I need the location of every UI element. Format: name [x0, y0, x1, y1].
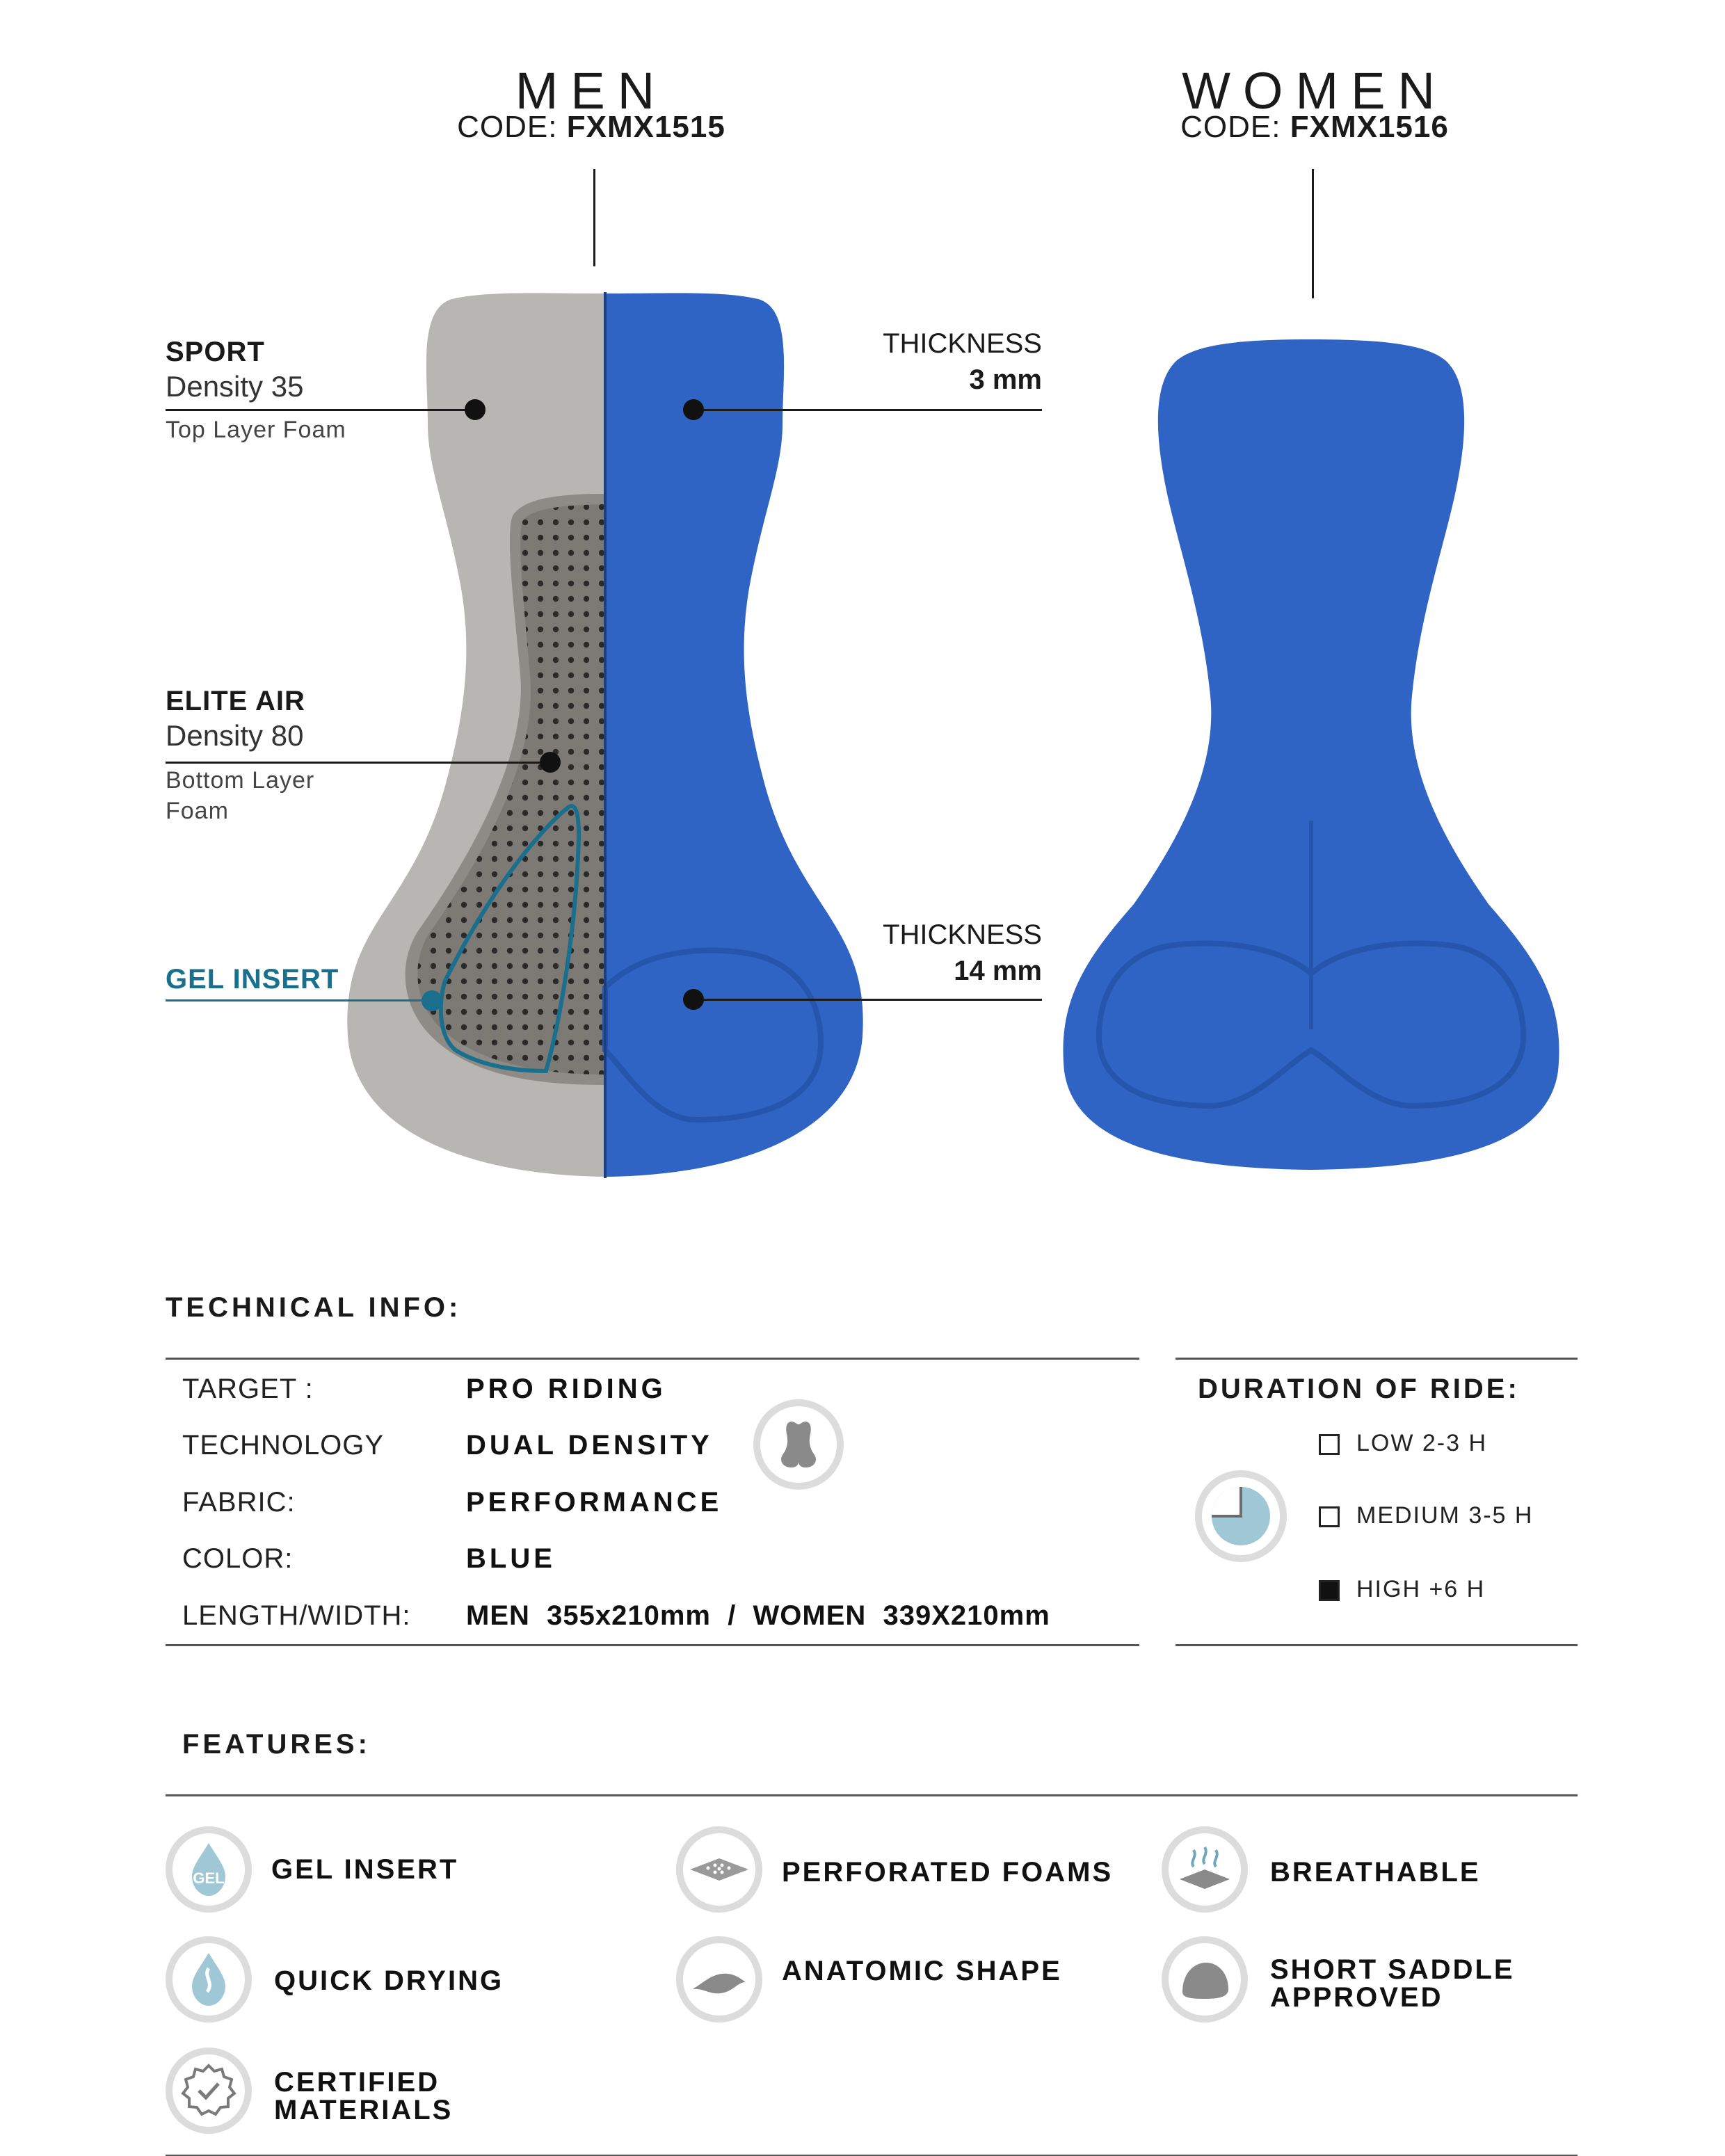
- features-title: FEATURES:: [182, 1729, 371, 1760]
- women-code: [1106, 110, 1523, 145]
- sport-desc: Top Layer Foam: [166, 417, 346, 443]
- elite-density: Density 80: [166, 719, 304, 752]
- women-title: WOMEN: [1182, 62, 1447, 120]
- elite-desc: [166, 765, 314, 826]
- technical-bottom-rule: [166, 1644, 1139, 1646]
- elite-leader-line: [166, 762, 555, 764]
- feature-anatomic-shape-label: ANATOMIC SHAPE: [782, 1956, 1062, 1986]
- elite-title: ELITE AIR: [166, 686, 305, 716]
- feature-quick-drying-label: QUICK DRYING: [274, 1965, 504, 1996]
- saddle-pad-icon: [753, 1399, 844, 1490]
- sport-leader-line: [166, 409, 474, 411]
- row-fabric-value: PERFORMANCE: [466, 1487, 723, 1518]
- sport-title: SPORT: [166, 337, 265, 367]
- thickness-bottom-title: THICKNESS: [883, 919, 1042, 950]
- row-fabric-key: FABRIC:: [182, 1487, 296, 1518]
- thickness-bottom-value: 14 mm: [954, 956, 1042, 986]
- thickness-top-label: [765, 325, 1042, 398]
- men-pad-illustration: [334, 285, 876, 1189]
- features-top-rule: [166, 1794, 1578, 1796]
- sport-dot: [465, 399, 486, 420]
- duration-medium-checkbox[interactable]: [1319, 1506, 1340, 1527]
- elite-desc-line1: Bottom Layer: [166, 767, 315, 794]
- gel-dot: [422, 990, 442, 1011]
- row-length-key: LENGTH/WIDTH:: [182, 1600, 411, 1631]
- duration-title: DURATION OF RIDE:: [1198, 1374, 1520, 1404]
- women-pad-illustration: [1043, 334, 1579, 1175]
- thickness-top-value: 3 mm: [969, 364, 1042, 395]
- duration-bottom-rule: [1176, 1644, 1578, 1646]
- technical-info-title: TECHNICAL INFO:: [166, 1292, 462, 1323]
- certified-badge-icon: [166, 2048, 252, 2134]
- duration-medium-label: MEDIUM 3-5 H: [1356, 1502, 1534, 1529]
- gel-drop-icon-text: GEL: [193, 1869, 225, 1887]
- elite-desc-line2: Foam: [166, 798, 229, 824]
- thickness-top-dot: [683, 399, 704, 420]
- duration-top-rule: [1176, 1358, 1578, 1360]
- thickness-top-title: THICKNESS: [883, 328, 1042, 359]
- row-target-value: PRO RIDING: [466, 1374, 666, 1404]
- elite-dot: [540, 752, 561, 773]
- row-target-key: TARGET :: [182, 1374, 314, 1404]
- feature-short-saddle-line2: APPROVED: [1270, 1982, 1443, 2013]
- feature-gel-insert-label: GEL INSERT: [271, 1854, 459, 1885]
- row-color-value: BLUE: [466, 1543, 556, 1574]
- men-code-value: FXMX1515: [566, 110, 725, 144]
- technical-top-rule: [166, 1358, 1139, 1360]
- duration-low-label: LOW 2-3 H: [1356, 1430, 1488, 1456]
- women-code-value: FXMX1516: [1290, 110, 1449, 144]
- row-technology-key: TECHNOLOGY: [182, 1430, 385, 1461]
- men-code-prefix: CODE:: [457, 110, 558, 144]
- women-divider-line: [1312, 169, 1314, 298]
- thickness-top-line: [696, 409, 1042, 411]
- perforated-foam-icon: [676, 1826, 762, 1913]
- feature-short-saddle-label: [1270, 1956, 1515, 2011]
- feature-perforated-foams-label: PERFORATED FOAMS: [782, 1857, 1114, 1888]
- thickness-bottom-dot: [683, 989, 704, 1010]
- gel-leader-line: [166, 999, 430, 1001]
- quick-drying-icon: [166, 1936, 252, 2022]
- row-length-value: MEN 355x210mm / WOMEN 339X210mm: [466, 1600, 1050, 1631]
- women-code-prefix: CODE:: [1180, 110, 1281, 144]
- clock-icon: [1195, 1470, 1287, 1562]
- feature-breathable-label: BREATHABLE: [1270, 1857, 1481, 1888]
- breathable-icon: [1162, 1826, 1248, 1913]
- men-code: [383, 110, 800, 145]
- anatomic-shape-icon: [676, 1936, 762, 2022]
- thickness-bottom-label: [765, 917, 1042, 989]
- row-technology-value: DUAL DENSITY: [466, 1430, 713, 1461]
- men-divider-line: [593, 169, 595, 266]
- gel-drop-icon: [166, 1826, 252, 1913]
- feature-certified-label: [274, 2068, 453, 2124]
- duration-high-label: HIGH +6 H: [1356, 1576, 1486, 1602]
- feature-certified-line1: CERTIFIED: [274, 2067, 440, 2098]
- duration-low-checkbox[interactable]: [1319, 1434, 1340, 1455]
- duration-high-checkbox[interactable]: [1319, 1580, 1340, 1601]
- feature-short-saddle-line1: SHORT SADDLE: [1270, 1954, 1515, 1985]
- feature-certified-line2: MATERIALS: [274, 2095, 454, 2125]
- row-color-key: COLOR:: [182, 1543, 294, 1574]
- short-saddle-icon: [1162, 1936, 1248, 2022]
- men-title: MEN: [515, 62, 668, 120]
- thickness-bottom-line: [696, 999, 1042, 1001]
- gel-insert-title: GEL INSERT: [166, 964, 339, 995]
- sport-density: Density 35: [166, 370, 304, 403]
